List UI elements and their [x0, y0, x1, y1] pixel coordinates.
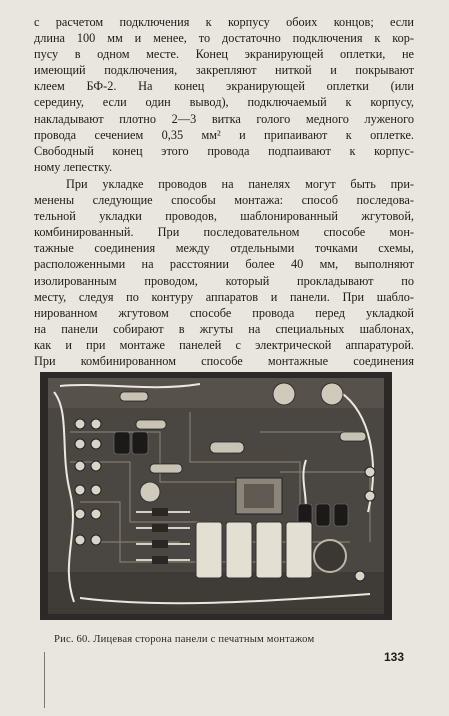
text-line: При укладке проводов на панелях могут быть при- [66, 176, 414, 191]
text-line: с расчетом подключения к корпусу обоих концов; если [34, 15, 414, 29]
text-line: как и при монтаже панелей с электрической аппаратурой. [34, 337, 414, 352]
circuit-board-photo [40, 372, 392, 620]
text-line: комбинированный. При последовательном способе мон- [34, 225, 414, 240]
paragraph-2 [34, 176, 414, 369]
text-line: провода сечением 0,35 мм² и припаивают к оплетке. [34, 127, 414, 142]
text-line: изолированным проводом, который прокладывают по [34, 273, 414, 288]
text-line: менены следующие способы монтажа: способ последова- [34, 193, 414, 208]
text-line: Свободный конец этого провода подпаивают к корпус- [34, 143, 414, 158]
figure-caption: Рис. 60. Лицевая сторона панели с печатным монтажом [54, 634, 315, 645]
text-line: расположенными на расстоянии более 40 мм, выполняют [34, 257, 414, 272]
text-line: середину, если один вывод), подключаемый к корпусу, [34, 95, 414, 110]
text-line: тельной укладки проводов, шаблонированный жгутовой, [34, 209, 414, 224]
text-line: длина 100 мм и менее, то достаточно подключения к кор- [34, 31, 414, 46]
body-text [34, 14, 414, 369]
text-line: тажные соединения между отдельными точками схемы, [34, 241, 414, 256]
text-line: При комбинированном способе монтажные соединения [34, 353, 414, 368]
text-line: клеем БФ-2. На конец экранирующей оплетки (или [34, 79, 414, 94]
page-number: 133 [384, 650, 405, 664]
margin-line [44, 652, 45, 708]
text-line: накладывают плотно 2—3 витка голого медного луженого [34, 111, 414, 126]
text-line: на панели собирают в жгуты на специальных шаблонах, [34, 321, 414, 336]
text-line: пусу в одном месте. Конец экранирующей оплетки, не [34, 47, 414, 62]
paragraph-1 [34, 14, 414, 175]
text-line: ному лепестку. [34, 159, 113, 174]
text-line: имеющий подключения, закрепляют ниткой и покрывают [34, 63, 414, 78]
text-line: нированном жгутовом способе провода перед укладкой [34, 305, 414, 320]
text-line: месту, следуя по контуру аппаратов и панели. При шабло- [34, 289, 414, 304]
